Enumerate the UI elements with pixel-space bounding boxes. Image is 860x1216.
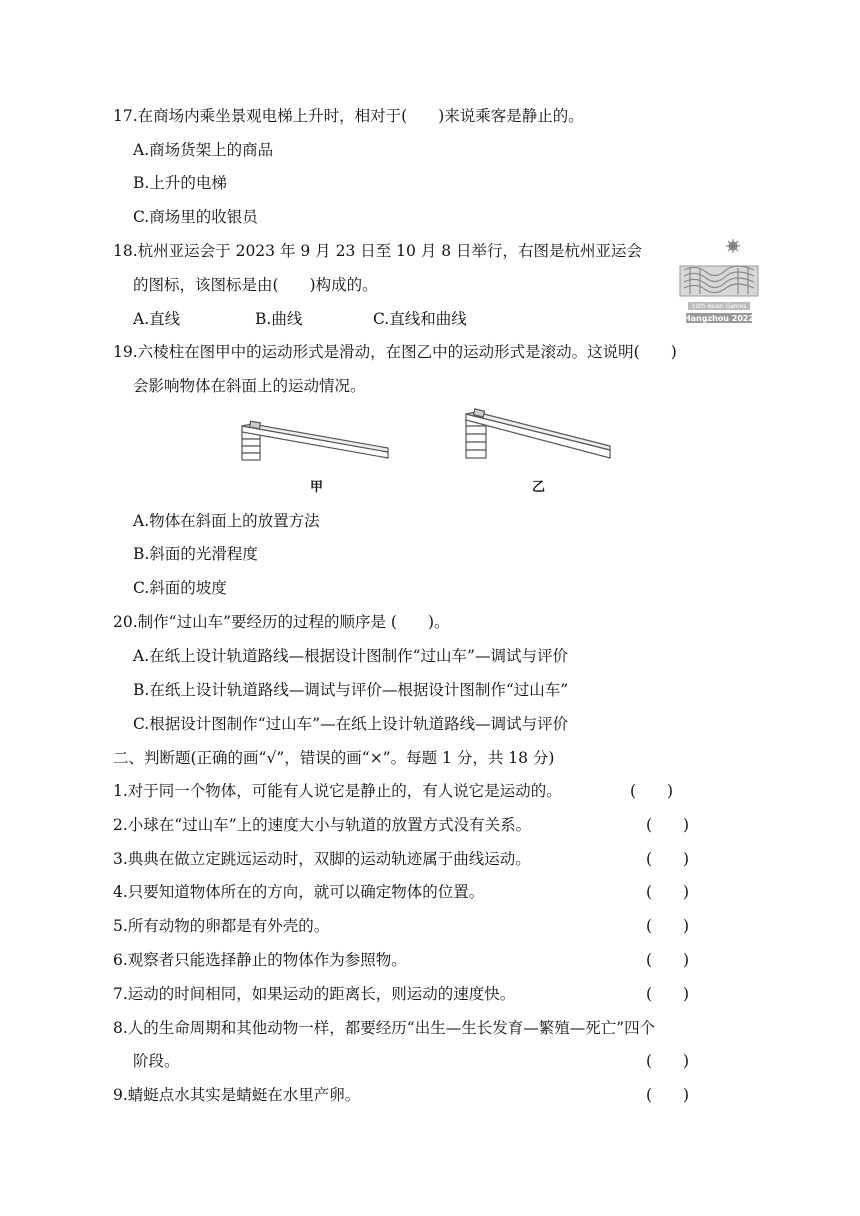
tf-item-2: 2.小球在“过山车”上的速度大小与轨道的放置方式没有关系。	[113, 816, 532, 834]
tf-answer-blank-8: ( )	[646, 1052, 690, 1070]
tf-answer-blank-6: ( )	[646, 951, 690, 969]
q17-option-c: C.商场里的收银员	[133, 208, 258, 226]
q18-stem-line1: 18.杭州亚运会于 2023 年 9 月 23 日至 10 月 8 日举行，右图是杭州亚运会	[113, 242, 643, 260]
tf-item-1: 1.对于同一个物体，可能有人说它是静止的，有人说它是运动的。	[113, 782, 562, 800]
tf-answer-blank-3: ( )	[646, 850, 690, 868]
tf-answer-blank-1: ( )	[630, 782, 674, 800]
figure-label-yi: 乙	[532, 480, 546, 495]
q19-stem-line1: 19.六棱柱在图甲中的运动形式是滑动，在图乙中的运动形式是滚动。这说明( )	[113, 343, 677, 361]
tf-answer-blank-4: ( )	[646, 883, 690, 901]
q20-option-b: B.在纸上设计轨道路线—调试与评价—根据设计图制作“过山车”	[133, 681, 569, 699]
q19-option-c: C.斜面的坡度	[133, 579, 227, 597]
logo-text-bottom: Hangzhou 2022	[683, 314, 755, 323]
tf-answer-blank-2: ( )	[646, 816, 690, 834]
q19-option-b: B.斜面的光滑程度	[133, 545, 258, 563]
asian-games-logo	[676, 238, 762, 328]
figure-label-jia: 甲	[310, 480, 324, 495]
q18-option-a: A.直线	[133, 310, 181, 328]
logo-text-top: 19th Asian Games	[691, 303, 747, 310]
q17-stem: 17.在商场内乘坐景观电梯上升时，相对于( )来说乘客是静止的。	[113, 107, 584, 125]
q20-option-c: C.根据设计图制作“过山车”—在纸上设计轨道路线—调试与评价	[133, 715, 569, 733]
q18-option-b: B.曲线	[255, 310, 303, 328]
tf-answer-blank-9: ( )	[646, 1086, 690, 1104]
q17-option-a: A.商场货架上的商品	[133, 141, 274, 159]
tf-item-6: 6.观察者只能选择静止的物体作为参照物。	[113, 951, 407, 969]
tf-item-7: 7.运动的时间相同，如果运动的距离长，则运动的速度快。	[113, 985, 516, 1003]
q18-stem-line2: 的图标，该图标是由( )构成的。	[133, 276, 378, 294]
tf-item-9: 9.蜻蜓点水其实是蜻蜓在水里产卵。	[113, 1086, 361, 1104]
section2-heading: 二、判断题(正确的画“√”，错误的画“×”。每题 1 分，共 18 分)	[113, 749, 555, 767]
q20-option-a: A.在纸上设计轨道路线—根据设计图制作“过山车”—调试与评价	[133, 647, 568, 665]
tf-item-3: 3.典典在做立定跳远运动时，双脚的运动轨迹属于曲线运动。	[113, 850, 531, 868]
q20-stem: 20.制作“过山车”要经历的过程的顺序是 ( )。	[113, 613, 450, 631]
ramp-yi	[466, 409, 610, 458]
tf-item-8-continued: 阶段。	[133, 1052, 180, 1070]
tf-item-8: 8.人的生命周期和其他动物一样，都要经历“出生—生长发育—繁殖—死亡”四个	[113, 1019, 656, 1037]
q17-option-b: B.上升的电梯	[133, 174, 227, 192]
incline-ramps-diagram	[230, 404, 630, 474]
asian-games-emblem-icon	[676, 238, 762, 328]
incline-figure	[230, 404, 630, 500]
tf-item-4: 4.只要知道物体所在的方向，就可以确定物体的位置。	[113, 883, 485, 901]
tf-answer-blank-7: ( )	[646, 985, 690, 1003]
tf-answer-blank-5: ( )	[646, 917, 690, 935]
ramp-jia	[242, 421, 388, 460]
q18-option-c: C.直线和曲线	[373, 310, 467, 328]
q19-stem-line2: 会影响物体在斜面上的运动情况。	[133, 377, 366, 395]
tf-item-5: 5.所有动物的卵都是有外壳的。	[113, 917, 330, 935]
q19-option-a: A.物体在斜面上的放置方法	[133, 512, 320, 530]
